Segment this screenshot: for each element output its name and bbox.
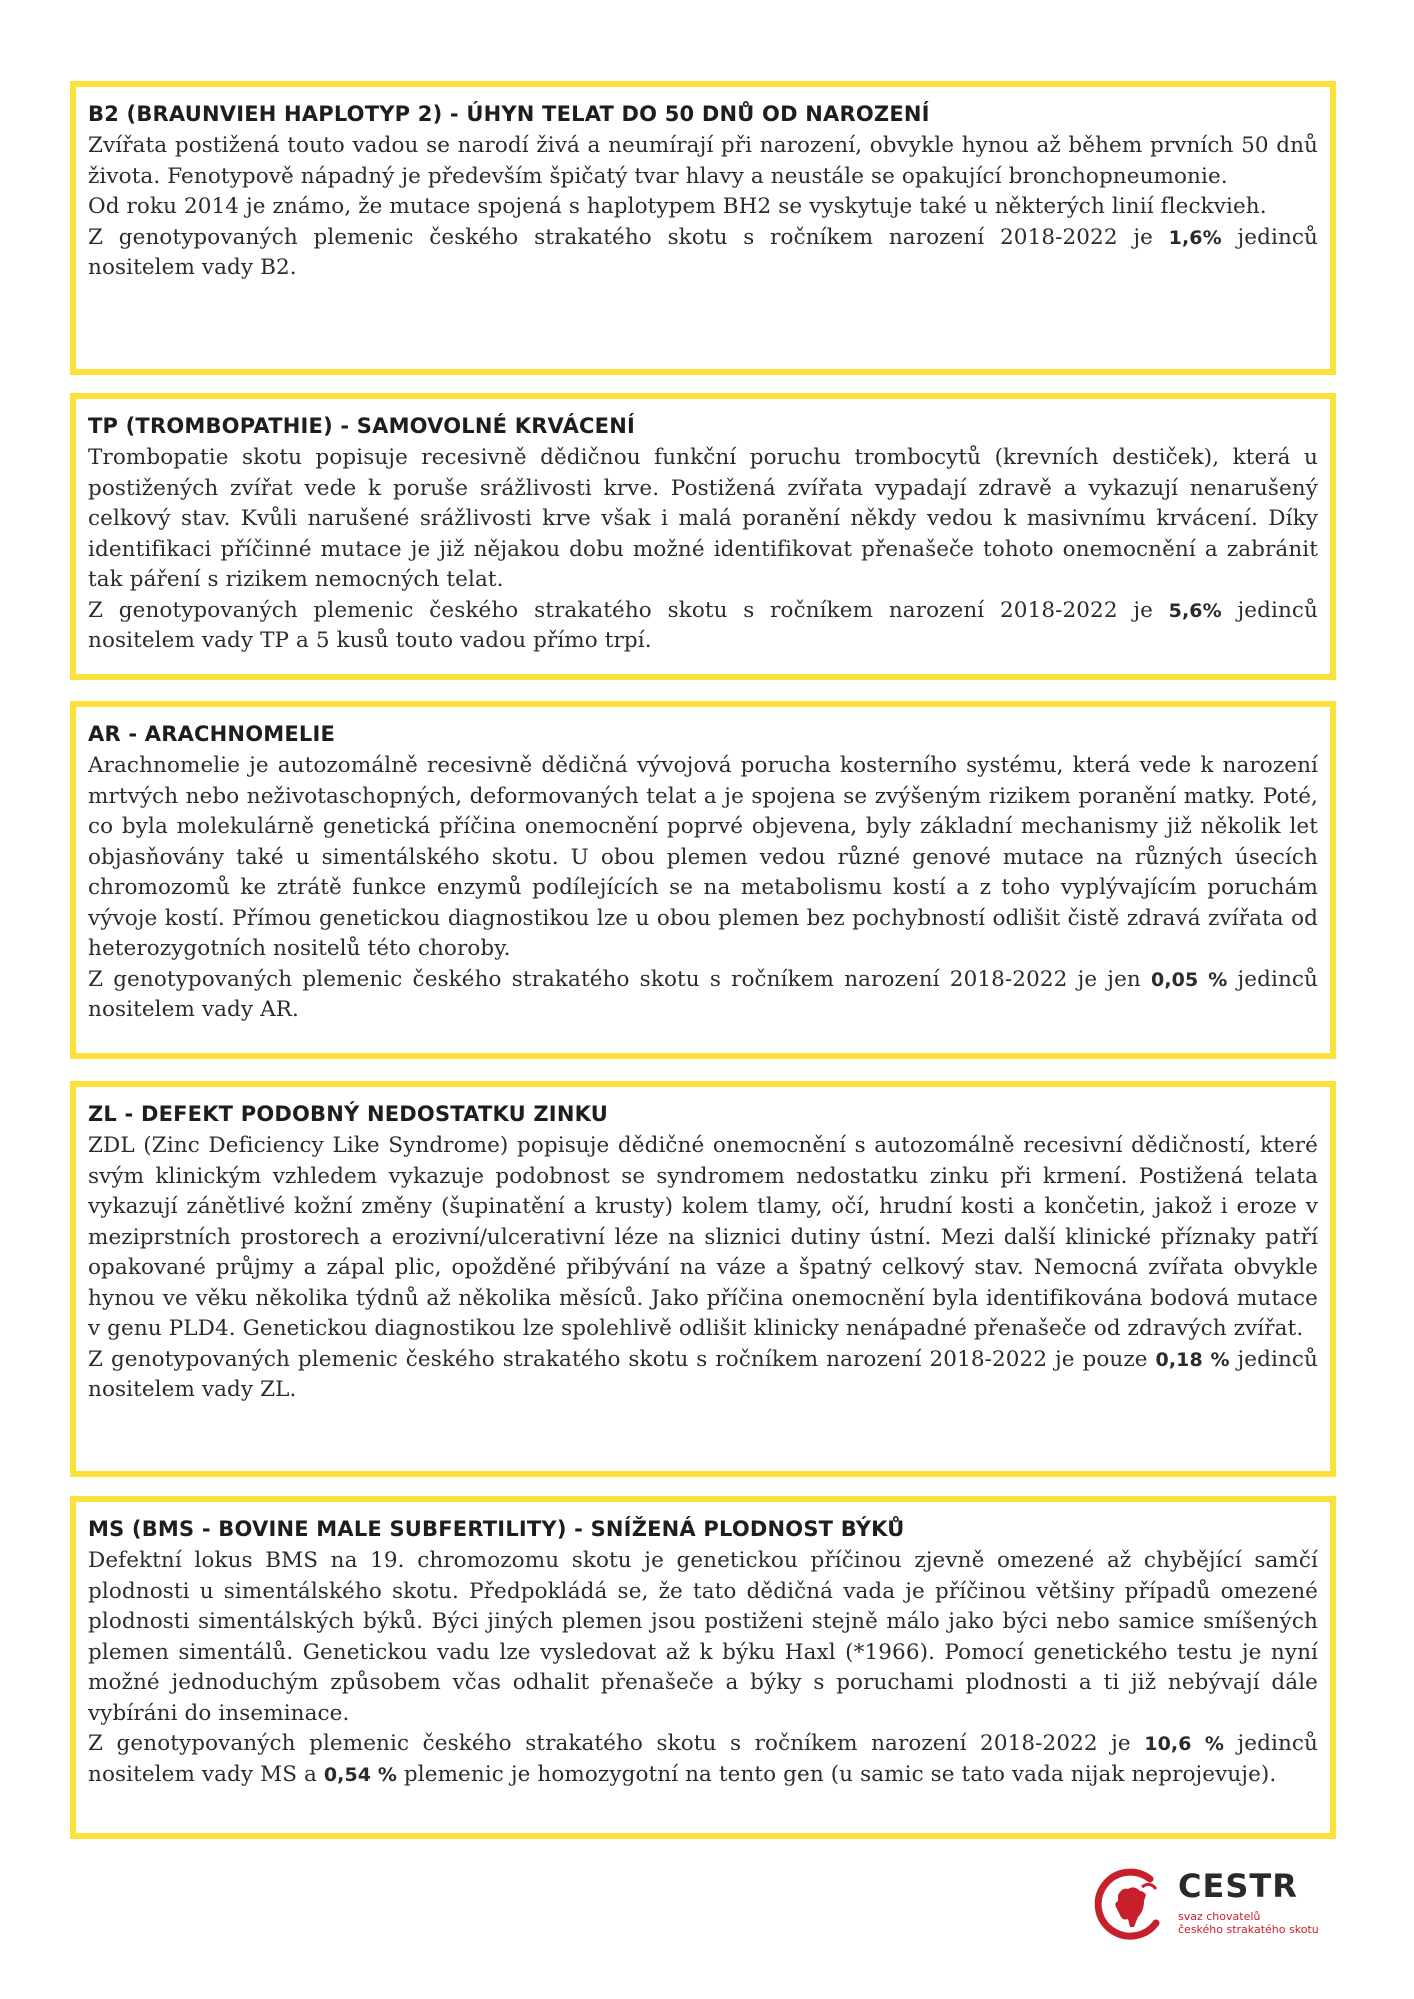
section-title: AR - ARACHNOMELIE: [88, 722, 336, 746]
section-paragraph: Trombopatie skotu popisuje recesivně dědičnou funkční poruchu trombocytů (krevních destiček), která u postižených zvířat vede k poruše srážlivosti krve. Postižená zvířata vypadají zdravě a vykazují nenarušený celkový stav. Kvůli narušené srážlivosti krve však i malá poranění někdy vedou k masivnímu krvácení. Díky identifikaci příčinné mutace je již nějakou dobu možné identifikovat přenašeče tohoto onemocnění a zabránit tak páření s rizikem nemocných telat.: [88, 445, 1318, 592]
stat-text: Z genotypovaných plemenic českého strakatého skotu s ročníkem narození 2018-2022 je: [88, 597, 1169, 623]
stat-value: 0,05 %: [1151, 968, 1228, 991]
section-title: ZL - DEFEKT PODOBNÝ NEDOSTATKU ZINKU: [88, 1102, 608, 1126]
stat-text: jedinců nositelem vady AR.: [88, 966, 1318, 1022]
stat-text: jedinců nositelem vady MS a: [88, 1731, 1318, 1787]
section-ar: [70, 701, 1336, 1059]
stat-value: 0,54 %: [323, 1763, 397, 1786]
stat-text: Z genotypovaných plemenic českého strakatého skotu s ročníkem narození 2018-2022 je pouze: [88, 1346, 1156, 1372]
stat-text: Z genotypovaných plemenic českého strakatého skotu s ročníkem narození 2018-2022 je jen: [88, 966, 1152, 992]
cestr-logo: [1090, 1865, 1340, 1945]
logo-name: CESTR: [1178, 1867, 1298, 1905]
section-ms: [70, 1496, 1336, 1839]
stat-text: Z genotypovaných plemenic českého strakatého skotu s ročníkem narození 2018-2022 je: [88, 1731, 1145, 1756]
section-stat: [88, 596, 1318, 657]
section-stat: [88, 1729, 1318, 1790]
stat-value: 5,6%: [1168, 599, 1222, 622]
section-title: MS (BMS - BOVINE MALE SUBFERTILITY) - SNÍŽENÁ PLODNOST BÝKŮ: [88, 1517, 905, 1541]
stat-value: 0,18 %: [1155, 1348, 1230, 1371]
section-zl: [70, 1081, 1336, 1477]
section-tp: [70, 393, 1336, 680]
section-stat: [88, 965, 1318, 1026]
stat-value: 10,6 %: [1144, 1733, 1224, 1755]
stat-text: jedinců nositelem vady TP a 5 kusů touto vadou přímo trpí.: [88, 597, 1318, 653]
section-paragraph: Arachnomelie je autozomálně recesivně dědičná vývojová porucha kosterního systému, která vede k narození mrtvých nebo neživotaschopných, deformovaných telat a je spojena se zvýšeným rizikem poranění matky. Poté, co byla molekulárně genetická příčina onemocnění poprvé objevena, byly základní mechanismy již několik let objasňovány také u simentálského skotu. U obou plemen vedou různé genové mutace na různých úsecích chromozomů ke ztrátě funkce enzymů podílejících se na metabolismu kostí a z toho vyplývajícím poruchám vývoje kostí. Přímou genetickou diagnostikou lze u obou plemen bez pochybností odlišit čistě zdravá zvířata od heterozygotních nositelů této choroby.: [88, 753, 1318, 961]
section-stat: [88, 1345, 1318, 1406]
logo-subtitle-line2: českého strakatého skotu: [1178, 1923, 1319, 1936]
section-paragraph: Zvířata postižená touto vadou se narodí živá a neumírají při narození, obvykle hynou až během prvních 50 dnů života. Fenotypově nápadný je především špičatý tvar hlavy a neustále se opakující bronchopneumonie.: [88, 133, 1318, 189]
section-title: TP (TROMBOPATHIE) - SAMOVOLNÉ KRVÁCENÍ: [88, 414, 635, 438]
cow-emblem-icon: [1090, 1865, 1174, 1945]
stat-text: Z genotypovaných plemenic českého strakatého skotu s ročníkem narození 2018-2022 je: [88, 224, 1169, 250]
section-title: B2 (BRAUNVIEH HAPLOTYP 2) - ÚHYN TELAT DO 50 DNŮ OD NAROZENÍ: [88, 102, 930, 126]
stat-text: jedinců nositelem vady B2.: [88, 224, 1318, 280]
stat-value: 1,6%: [1168, 226, 1222, 249]
section-stat: [88, 223, 1318, 284]
logo-subtitle-line1: svaz chovatelů: [1178, 1910, 1261, 1923]
section-b2: [70, 81, 1336, 375]
section-paragraph: Od roku 2014 je známo, že mutace spojená s haplotypem BH2 se vyskytuje také u některých linií fleckvieh.: [88, 194, 1267, 219]
stat-text: jedinců nositelem vady ZL.: [88, 1346, 1318, 1402]
section-paragraph: Defektní lokus BMS na 19. chromozomu skotu je genetickou příčinou zjevně omezené až chybějící samčí plodnosti u simentálského skotu. Předpokládá se, že tato dědičná vada je příčinou většiny případů omezené plodnosti simentálských býků. Býci jiných plemen jsou postiženi stejně málo jako býci nebo samice smíšených plemen simentálů. Genetickou vadu lze vysledovat až k býku Haxl (*1966). Pomocí genetického testu je nyní možné jednoduchým způsobem včas odhalit přenašeče a býky s poruchami plodnosti a ti již nebývají dále vybíráni do inseminace.: [88, 1548, 1318, 1726]
section-paragraph: ZDL (Zinc Deficiency Like Syndrome) popisuje dědičné onemocnění s autozomálně recesivní dědičností, které svým klinickým vzhledem vykazuje podobnost se syndromem nedostatku zinku při krmení. Postižená telata vykazují zánětlivé kožní změny (šupinatění a krusty) kolem tlamy, očí, hrudní kosti a končetin, jakož i eroze v meziprstních prostorech a erozivní/ulcerativní léze na sliznici dutiny ústní. Mezi další klinické příznaky patří opakované průjmy a zápal plic, opožděné přibývání na váze a špatný celkový stav. Nemocná zvířata obvykle hynou ve věku několika týdnů až několika měsíců. Jako příčina onemocnění byla identifikována bodová mutace v genu PLD4. Genetickou diagnostikou lze spolehlivě odlišit klinicky nenápadné přenašeče od zdravých zvířat.: [88, 1133, 1318, 1341]
stat-text: plemenic je homozygotní na tento gen (u samic se tato vada nijak neprojevuje).: [396, 1761, 1277, 1787]
